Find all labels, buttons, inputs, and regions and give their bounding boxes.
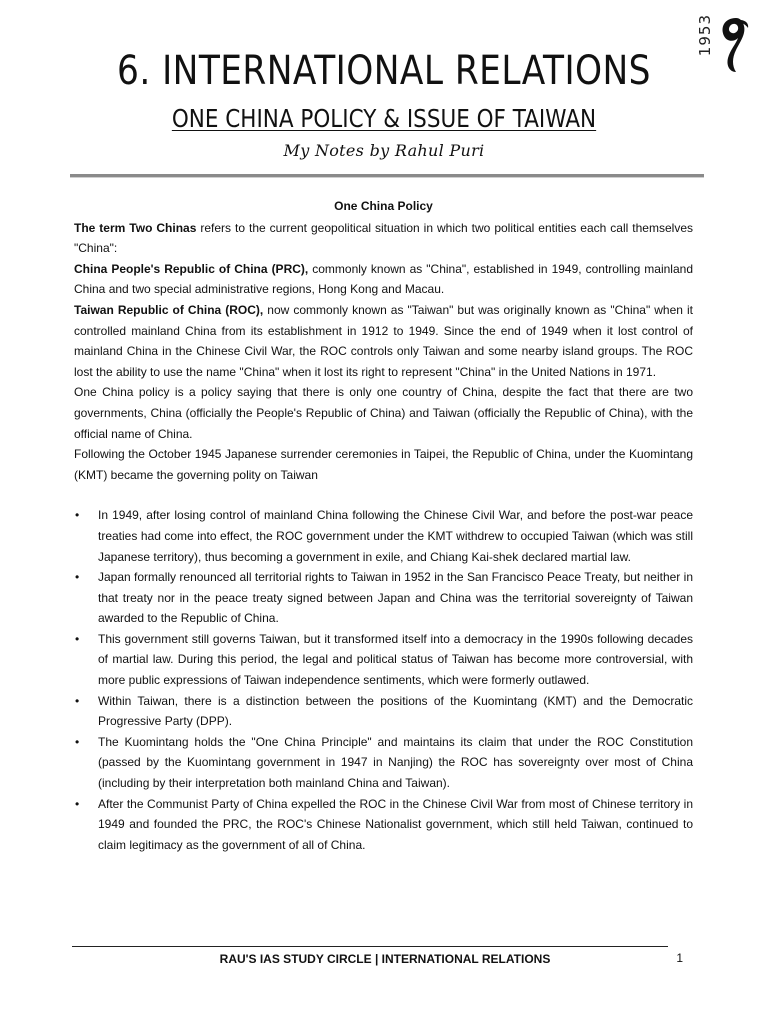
logo-mark-icon bbox=[716, 14, 750, 74]
bullet-icon: • bbox=[75, 508, 80, 523]
footer-divider bbox=[72, 946, 668, 947]
list-item bbox=[74, 794, 693, 856]
bullet-icon: • bbox=[75, 734, 80, 749]
list-item bbox=[74, 629, 693, 691]
logo-year: 1953 bbox=[696, 14, 714, 57]
list-item-text: Japan formally renounced all territorial rights to Taiwan in 1952 in the San Francisco Peace Treaty, but neither in that treaty nor in the peace treaty signed between Japan and China was the territorial sovereignty of Taiwan awarded to the Republic of China. bbox=[98, 570, 693, 626]
header-divider bbox=[70, 174, 704, 178]
list-item-text: After the Communist Party of China expelled the ROC in the Chinese Civil War from most of Chinese territory in 1949 and founded the PRC, the ROC's Chinese Nationalist government, which still held Taiwan, continued to claim legitimacy as the government of all of China. bbox=[98, 796, 693, 852]
paragraph-text: refers to the current geopolitical situation in which two political entities each call themselves "China": bbox=[74, 220, 693, 256]
page-title: 6. INTERNATIONAL RELATIONS bbox=[117, 48, 651, 94]
list-item bbox=[74, 732, 693, 794]
paragraph-two-chinas bbox=[74, 218, 693, 259]
footer-text: RAU'S IAS STUDY CIRCLE | INTERNATIONAL RELATIONS bbox=[219, 952, 551, 966]
paragraph-text: now commonly known as "Taiwan" but was originally known as "China" when it controlled mainland China from its establishment in 1912 to 1949. Since the end of 1949 when it lost control of mainland China in the Chinese Civil War, the ROC controls only Taiwan and some nearby island groups. The ROC lost the ability to use the name "China" when it lost its right to represent "China" in the United Nations in 1971. bbox=[74, 302, 693, 379]
bullet-icon: • bbox=[75, 570, 80, 585]
document-body bbox=[74, 196, 693, 855]
paragraph-text: commonly known as "China", established in 1949, controlling mainland China and two special administrative regions, Hong Kong and Macau. bbox=[74, 261, 693, 297]
paragraph-prc bbox=[74, 259, 693, 300]
list-item bbox=[74, 691, 693, 732]
list-item bbox=[74, 567, 693, 629]
bullet-icon: • bbox=[75, 631, 80, 646]
author-line: My Notes by Rahul Puri bbox=[283, 141, 485, 160]
list-item-text: In 1949, after losing control of mainland China following the Chinese Civil War, and before the post-war peace treaties had come into effect, the ROC government under the KMT withdrew to occupied Taiwan (which was still Japanese territory), thus becoming a government in exile, and Chiang Kai-shek declared martial law. bbox=[98, 508, 693, 564]
paragraph-one-china-policy: One China policy is a policy saying that there is only one country of China, despite the fact that there are two governments, China (officially the People's Republic of China) and Taiwan (officially the Republic of China), with the official name of China. bbox=[74, 385, 693, 441]
list-item-text: This government still governs Taiwan, but it transformed itself into a democracy in the 1990s following decades of martial law. During this period, the legal and political status of Taiwan has become more controversial, with more public expressions of Taiwan independence sentiments, which were formerly outlawed. bbox=[98, 631, 693, 688]
list-item bbox=[74, 505, 693, 567]
page-number: 1 bbox=[676, 951, 683, 965]
spacer bbox=[74, 485, 693, 505]
paragraph-roc bbox=[74, 300, 693, 382]
paragraph-lead: China People's Republic of China (PRC), bbox=[74, 261, 309, 276]
section-heading: One China Policy bbox=[334, 199, 433, 213]
list-item-text: The Kuomintang holds the "One China Principle" and maintains its claim that under the ROC Constitution (passed by the Kuomintang government in 1947 in Nanjing) the ROC has sovereignty over most of China (including by their interpretation both mainland China and Taiwan). bbox=[98, 734, 693, 791]
paragraph-lead: The term Two Chinas bbox=[74, 220, 197, 235]
paragraph-lead: Taiwan Republic of China (ROC), bbox=[74, 302, 264, 317]
bullet-icon: • bbox=[75, 796, 80, 811]
page-subtitle: ONE CHINA POLICY & ISSUE OF TAIWAN bbox=[171, 104, 597, 133]
bullet-icon: • bbox=[75, 693, 80, 708]
paragraph-kmt-governing: Following the October 1945 Japanese surrender ceremonies in Taipei, the Republic of China, under the Kuomintang (KMT) became the governing polity on Taiwan bbox=[74, 447, 693, 482]
list-item-text: Within Taiwan, there is a distinction between the positions of the Kuomintang (KMT) and the Democratic Progressive Party (DPP). bbox=[98, 693, 693, 729]
bullet-list bbox=[74, 505, 693, 855]
